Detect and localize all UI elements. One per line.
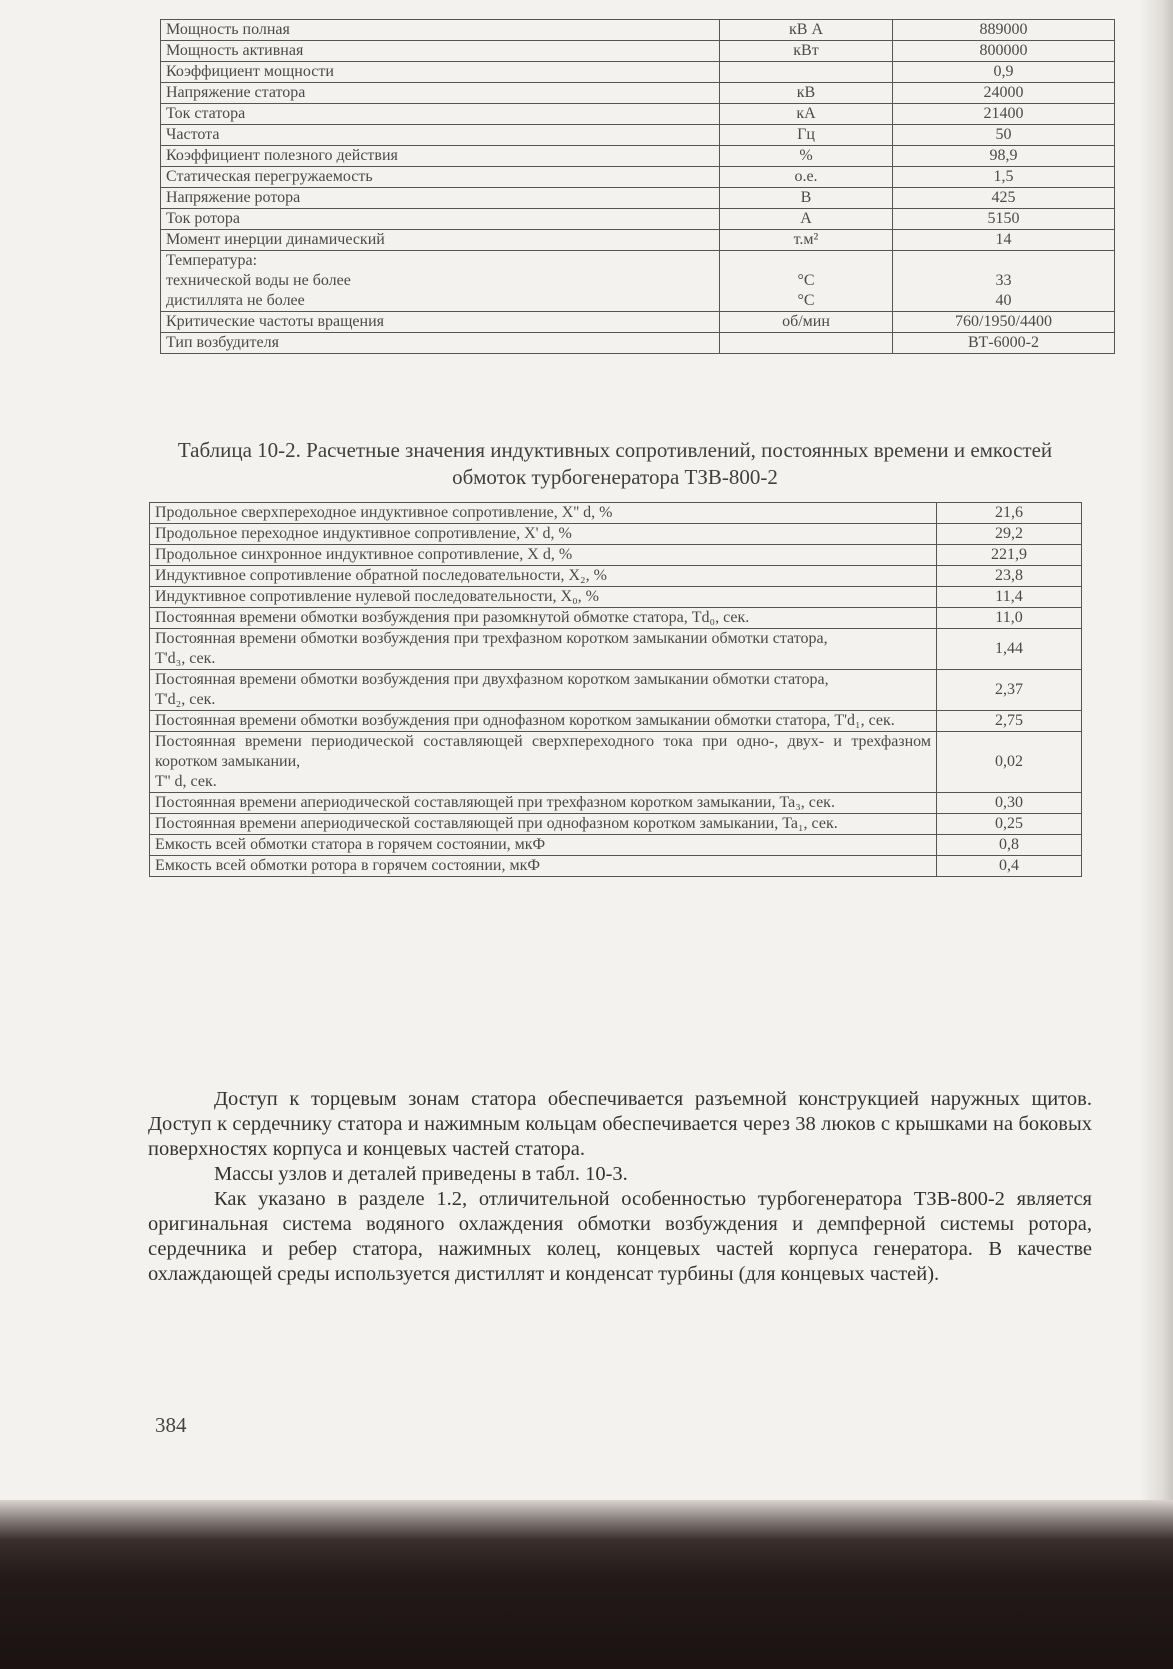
table-row (161, 83, 1115, 104)
parameter-name: Статическая перегружаемость (161, 167, 720, 188)
parameter-name: Постоянная времени обмотки возбуждения при однофазном коротком замыкании обмотки статора, T'd₁, сек. (150, 711, 937, 732)
parameter-value: 0,30 (937, 793, 1082, 814)
parameter-name: Постоянная времени обмотки возбуждения при двухфазном коротком замыкании обмотки статора, T'd₂, сек. (150, 670, 937, 711)
table-row (161, 251, 1115, 312)
parameter-name: Продольное переходное индуктивное сопротивление, X' d, % (150, 524, 937, 545)
parameter-value: 11,4 (937, 587, 1082, 608)
parameter-name: Постоянная времени обмотки возбуждения при разомкнутой обмотке статора, Td₀, сек. (150, 608, 937, 629)
table-row (150, 608, 1082, 629)
table-row (161, 209, 1115, 230)
parameter-name: технической воды не более (166, 272, 351, 289)
parameter-value: ВТ-6000-2 (893, 333, 1115, 354)
table-row (150, 524, 1082, 545)
parameter-value: 425 (893, 188, 1115, 209)
table-row (161, 125, 1115, 146)
table-row (161, 312, 1115, 333)
parameter-name: Постоянная времени апериодической составляющей при трехфазном коротком замыкании, Ta₃, сек. (150, 793, 937, 814)
parameter-name: Продольное синхронное индуктивное сопротивление, X d, % (150, 545, 937, 566)
parameter-unit: °С (797, 292, 815, 309)
parameter-value: 11,0 (937, 608, 1082, 629)
parameter-name: Частота (161, 125, 720, 146)
parameter-value: 24000 (893, 83, 1115, 104)
parameter-unit: % (720, 146, 893, 167)
parameter-value: 889000 (893, 20, 1115, 41)
table-row (161, 104, 1115, 125)
parameter-name: Температура: (166, 252, 258, 269)
parameter-value: 0,9 (893, 62, 1115, 83)
parameter-unit: Гц (720, 125, 893, 146)
table-row (150, 587, 1082, 608)
parameter-name: Индуктивное сопротивление нулевой последовательности, X₀, % (150, 587, 937, 608)
body-text (148, 1087, 1092, 1287)
parameter-name: Ток ротора (161, 209, 720, 230)
reactance-time-constants-table (149, 502, 1082, 877)
parameter-unit: об/мин (720, 312, 893, 333)
parameter-unit (720, 333, 893, 354)
table-row (150, 629, 1082, 670)
parameter-name: Момент инерции динамический (161, 230, 720, 251)
parameter-value: 1,5 (893, 167, 1115, 188)
parameter-name: Коэффициент полезного действия (161, 146, 720, 167)
parameter-name: Тип возбудителя (161, 333, 720, 354)
parameter-name: Коэффициент мощности (161, 62, 720, 83)
parameter-unit: кВ А (720, 20, 893, 41)
table-row (161, 333, 1115, 354)
scan-background-dark (0, 1500, 1173, 1669)
parameter-value: 5150 (893, 209, 1115, 230)
parameter-name (161, 251, 720, 312)
parameter-name: Напряжение ротора (161, 188, 720, 209)
parameter-unit: А (720, 209, 893, 230)
parameter-value: 800000 (893, 41, 1115, 62)
table-row (150, 856, 1082, 877)
table-row (150, 835, 1082, 856)
table-row (161, 230, 1115, 251)
parameter-value: 40 (995, 292, 1012, 309)
parameter-value: 0,8 (937, 835, 1082, 856)
parameter-value: 0,25 (937, 814, 1082, 835)
paragraph: Доступ к торцевым зонам статора обеспечивается разъемной конструкцией наружных щитов. Доступ к сердечнику статора и нажимным кольцам обеспечивается через 38 люков с крышками на боковых поверхностях корпуса и концевых частей статора. (148, 1088, 1092, 1160)
paragraph: Массы узлов и деталей приведены в табл. 10-3. (214, 1163, 628, 1185)
parameter-value: 21400 (893, 104, 1115, 125)
page-edge-shadow (1140, 0, 1173, 1540)
parameter-value: 221,9 (937, 545, 1082, 566)
parameter-unit: кВ (720, 83, 893, 104)
parameter-value: 0,02 (937, 732, 1082, 793)
parameter-unit: °С (797, 272, 815, 289)
parameter-unit: В (720, 188, 893, 209)
parameter-value: 0,4 (937, 856, 1082, 877)
parameter-value: 98,9 (893, 146, 1115, 167)
table-row (150, 566, 1082, 587)
table-row (150, 814, 1082, 835)
parameter-name: Продольное сверхпереходное индуктивное сопротивление, X'' d, % (150, 503, 937, 524)
table-row (150, 711, 1082, 732)
parameter-name: Постоянная времени апериодической составляющей при однофазном коротком замыкании, Ta₁, сек. (150, 814, 937, 835)
table-row (161, 188, 1115, 209)
parameter-value: 50 (893, 125, 1115, 146)
page-number: 384 (155, 1413, 187, 1437)
table-row (161, 41, 1115, 62)
parameter-value: 2,75 (937, 711, 1082, 732)
generator-parameters-table (160, 19, 1115, 354)
parameter-value: 2,37 (937, 670, 1082, 711)
table-row (161, 167, 1115, 188)
parameter-name: Мощность полная (161, 20, 720, 41)
parameter-name: Емкость всей обмотки статора в горячем состоянии, мкФ (150, 835, 937, 856)
table-row (161, 20, 1115, 41)
table-row (161, 146, 1115, 167)
table-row (150, 732, 1082, 793)
parameter-unit: о.е. (720, 167, 893, 188)
parameter-unit: т.м² (720, 230, 893, 251)
parameter-unit (720, 62, 893, 83)
parameter-name: Мощность активная (161, 41, 720, 62)
parameter-name: дистиллята не более (166, 292, 305, 309)
parameter-unit: кВт (720, 41, 893, 62)
table-row (150, 503, 1082, 524)
parameter-value: 1,44 (937, 629, 1082, 670)
parameter-value: 23,8 (937, 566, 1082, 587)
parameter-value: 14 (893, 230, 1115, 251)
parameter-value: 33 (995, 272, 1012, 289)
parameter-value: 760/1950/4400 (893, 312, 1115, 333)
parameter-name: Постоянная времени обмотки возбуждения при трехфазном коротком замыкании обмотки статора, T'd₃, сек. (150, 629, 937, 670)
parameter-name: Постоянная времени периодической составляющей сверхпереходного тока при одно-, двух- и трехфазном коротком замыкании, T'' d, сек. (150, 732, 937, 793)
parameter-name: Ток статора (161, 104, 720, 125)
table-10-2-caption: Таблица 10-2. Расчетные значения индуктивных сопротивлений, постоянных времени и емкостей обмоток турбогенератора ТЗВ-800-2 (177, 438, 1053, 489)
table-row (150, 670, 1082, 711)
table-row (150, 545, 1082, 566)
parameter-name: Индуктивное сопротивление обратной последовательности, X₂, % (150, 566, 937, 587)
parameter-unit: кА (720, 104, 893, 125)
paragraph: Как указано в разделе 1.2, отличительной особенностью турбогенератора ТЗВ-800-2 является оригинальная система водяного охлаждения обмотки возбуждения и демпферной системы ротора, сердечника и ребер статора, нажимных колец, концевых частей корпуса генератора. В качестве охлаждающей среды используется дистиллят и конденсат турбины (для концевых частей). (148, 1188, 1092, 1285)
table-row (150, 793, 1082, 814)
parameter-name: Емкость всей обмотки ротора в горячем состоянии, мкФ (150, 856, 937, 877)
parameter-name: Напряжение статора (161, 83, 720, 104)
parameter-value: 21,6 (937, 503, 1082, 524)
parameter-unit (720, 251, 893, 312)
parameter-name: Критические частоты вращения (161, 312, 720, 333)
parameter-value (893, 251, 1115, 312)
parameter-value: 29,2 (937, 524, 1082, 545)
table-row (161, 62, 1115, 83)
